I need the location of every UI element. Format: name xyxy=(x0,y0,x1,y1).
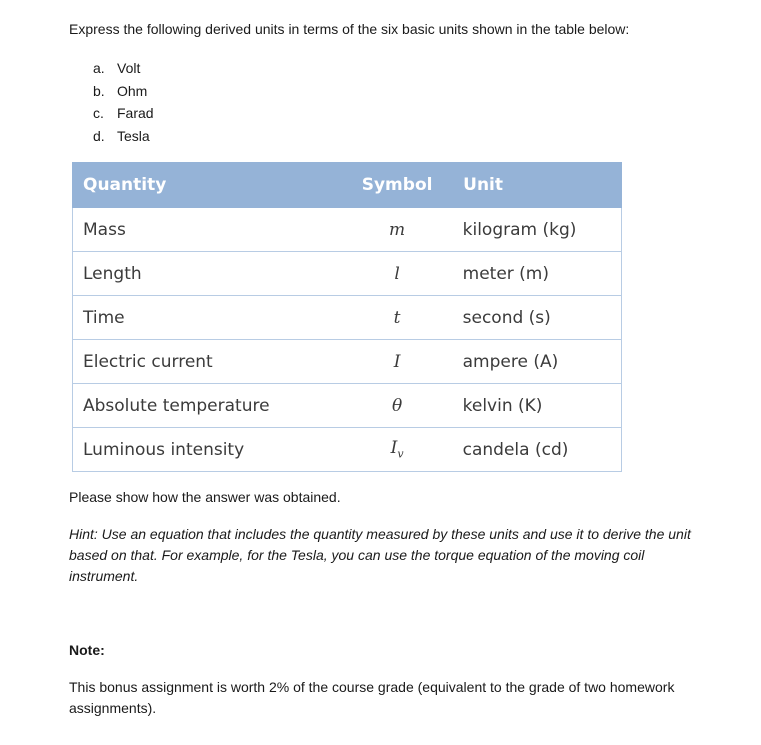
list-item xyxy=(93,57,154,80)
table-row xyxy=(73,384,622,428)
note-heading: Note: xyxy=(69,642,105,658)
cell-quantity: Electric current xyxy=(73,340,342,384)
list-marker: d. xyxy=(93,127,105,144)
question-intro: Express the following derived units in terms of the six basic units shown in the table below: xyxy=(69,21,630,37)
cell-quantity: Absolute temperature xyxy=(73,384,342,428)
list-marker: a. xyxy=(93,60,105,76)
cell-symbol: m xyxy=(342,208,453,252)
header-symbol: Symbol xyxy=(342,163,453,208)
cell-unit: meter (m) xyxy=(453,252,622,296)
cell-quantity: Mass xyxy=(73,208,342,252)
list-item-label: Tesla xyxy=(117,127,150,144)
list-item-label: Volt xyxy=(117,60,141,76)
hint-text: Hint: Use an equation that includes the quantity measured by these units and use it to derive the unit based on that. For example, for the Tesla, you can use the torque equation of the moving coil instrument. xyxy=(69,526,691,584)
table-row xyxy=(73,428,622,472)
table-row xyxy=(73,208,622,252)
symbol-base: I xyxy=(390,438,398,459)
show-work-instruction: Please show how the answer was obtained. xyxy=(69,489,341,505)
table-header-row xyxy=(73,163,622,208)
table-row xyxy=(73,340,622,384)
list-item xyxy=(93,102,154,125)
list-marker: b. xyxy=(93,82,105,99)
cell-quantity: Luminous intensity xyxy=(73,428,342,472)
cell-unit: second (s) xyxy=(453,296,622,340)
symbol-subscript: v xyxy=(397,447,404,461)
cell-symbol: I xyxy=(342,340,453,384)
cell-unit: candela (cd) xyxy=(453,428,622,472)
cell-symbol xyxy=(342,428,453,472)
list-item-label: Farad xyxy=(117,105,154,121)
list-item xyxy=(93,80,154,103)
cell-symbol: l xyxy=(342,252,453,296)
note-text: This bonus assignment is worth 2% of the course grade (equivalent to the grade of two homework assignments). xyxy=(69,679,675,716)
table-row xyxy=(73,252,622,296)
header-unit: Unit xyxy=(453,163,622,208)
header-quantity: Quantity xyxy=(73,163,342,208)
base-units-table xyxy=(72,162,622,472)
cell-unit: kilogram (kg) xyxy=(453,208,622,252)
cell-quantity: Time xyxy=(73,296,342,340)
list-item-label: Ohm xyxy=(117,82,148,99)
cell-symbol: t xyxy=(342,296,453,340)
derived-units-list xyxy=(93,57,154,147)
cell-symbol: θ xyxy=(342,384,453,428)
cell-unit: kelvin (K) xyxy=(453,384,622,428)
table-row xyxy=(73,296,622,340)
cell-unit: ampere (A) xyxy=(453,340,622,384)
list-marker: c. xyxy=(93,105,104,121)
cell-quantity: Length xyxy=(73,252,342,296)
list-item xyxy=(93,125,154,148)
